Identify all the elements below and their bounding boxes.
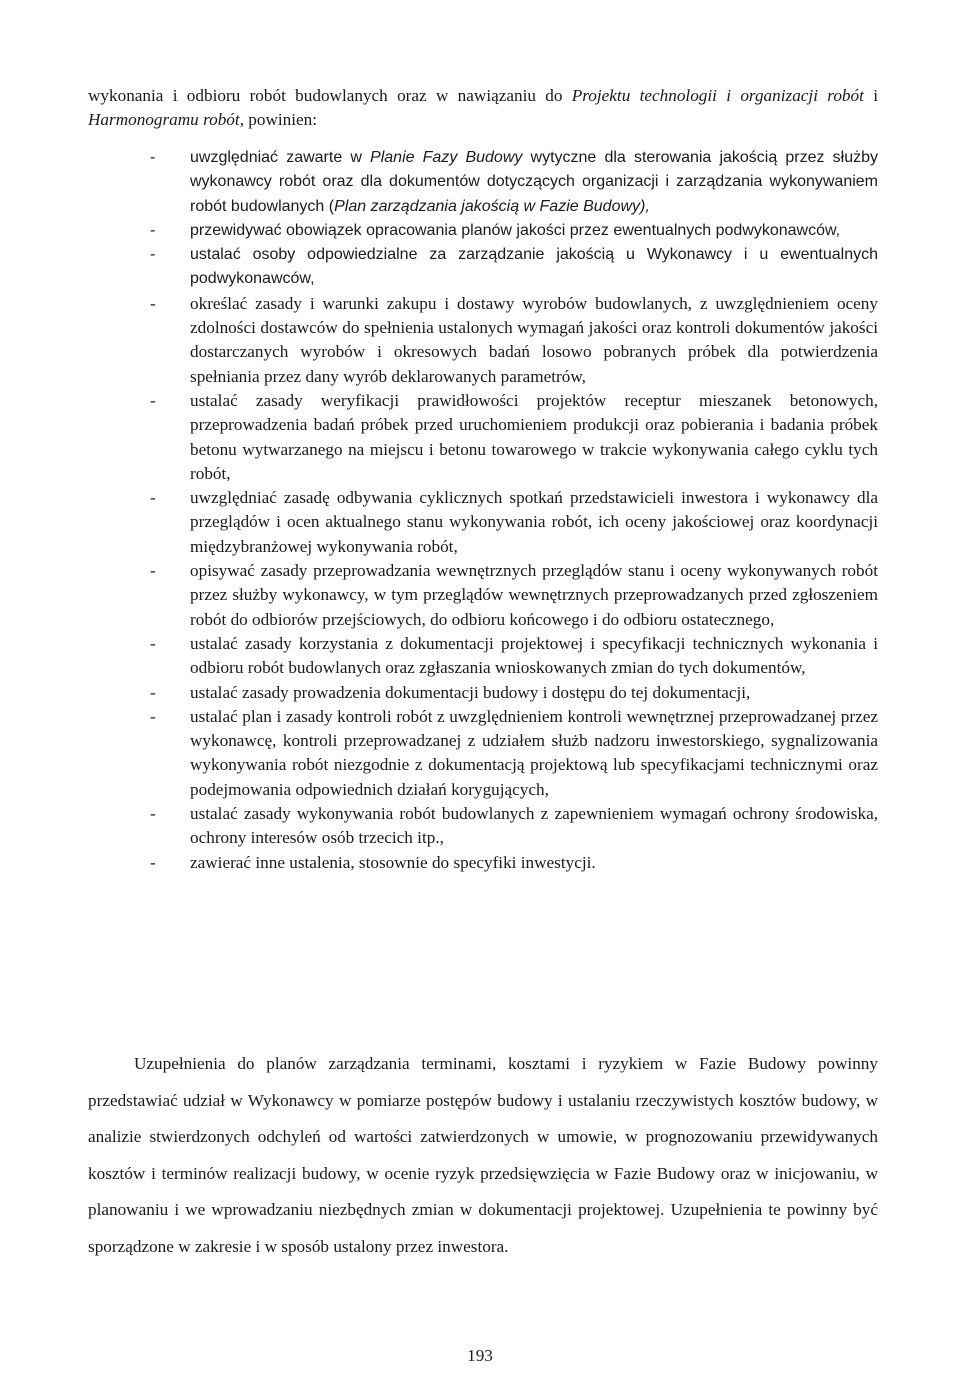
list-item-text: ustalać zasady weryfikacji prawidłowości projektów receptur mieszanek betonowych, przeprowadzenia badań próbek przed uruchomieniem produkcji oraz pobierania i badania próbek betonu wytwarzanego na miejscu i betonu towarowego w trakcie wykonywania całego cyklu tych robót, <box>190 390 878 483</box>
list-dash: - <box>150 149 156 166</box>
list-dash: - <box>150 706 156 726</box>
intro-paragraph <box>88 84 878 133</box>
list-dash: - <box>150 293 156 313</box>
list-item-text: uwzględniać zawarte w <box>190 149 371 166</box>
requirements-list <box>90 146 878 875</box>
list-dash: - <box>150 246 156 264</box>
list-item-italic: Planie Fazy Budowy <box>370 149 523 166</box>
list-item-text: ustalać zasady prowadzenia dokumentacji budowy i dostępu do tej dokumentacji, <box>190 682 751 702</box>
list-item <box>90 851 878 875</box>
page-number: 193 <box>467 1346 493 1365</box>
list-item <box>90 219 878 243</box>
list-item-text: ustalać plan i zasady kontroli robót z uwzględnieniem kontroli wewnętrznej przeprowadzanej przez wykonawcę, kontroli przeprowadzanej z udziałem służb nadzoru inwestorskiego, sygnalizowania wykonywania robót niezgodnie z dokumentacją projektową lub specyfikacjami technicznymi oraz podejmowania odpowiednich działań korygujących, <box>190 706 878 799</box>
list-dash: - <box>150 488 156 508</box>
list-item-italic: Plan zarządzania jakością w Fazie Budowy), <box>334 197 650 215</box>
list-item-text: zawierać inne ustalenia, stosownie do specyfiki inwestycji. <box>190 852 596 872</box>
list-dash: - <box>150 221 156 239</box>
list-item-text: ustalać zasady korzystania z dokumentacji projektowej i specyfikacji technicznych wykonania i odbioru robót budowlanych oraz zgłaszania wnioskowanych zmian do tych dokumentów, <box>190 633 878 678</box>
list-item <box>90 486 878 559</box>
list-item <box>90 705 878 802</box>
list-item <box>90 389 878 486</box>
list-item-text: opisywać zasady przeprowadzania wewnętrznych przeglądów stanu i oceny wykonywanych robót przez służby wykonawcy, w tym przeglądów wewnętrznych przeprowadzanych przed zgłoszeniem robót do odbiorów przejściowych, do odbioru końcowego i do odbioru ostatecznego, <box>190 561 878 629</box>
intro-text <box>88 84 878 133</box>
list-item <box>90 292 878 389</box>
list-item <box>90 632 878 681</box>
list-item-text: określać zasady i warunki zakupu i dostawy wyrobów budowlanych, z uwzględnieniem oceny zdolności dostawców do spełnienia ustalonych wymagań jakości oraz kontroli dokumentów jakości dostarczanych wyrobów i okresowych badań losowo pobranych próbek dla potwierdzenia spełniania przez dany wyrób deklarowanych parametrów, <box>190 293 878 386</box>
list-dash: - <box>150 682 156 702</box>
list-item-text: przewidywać obowiązek opracowania planów jakości przez ewentualnych podwykonawców, <box>190 221 841 239</box>
intro-text-part: , powinien: <box>239 110 318 130</box>
intro-italic-schedule: Harmonogramu robót <box>88 110 240 130</box>
list-item <box>90 559 878 632</box>
list-item-text: ustalać zasady wykonywania robót budowlanych z zapewnieniem wymagań ochrony środowiska, ochrony interesów osób trzecich itp., <box>190 804 878 848</box>
list-dash: - <box>150 561 156 581</box>
list-item-text: wytyczne dla sterowania jakością przez służby wykonawcy robót oraz dla dokumentów dotyczących organizacji i zarządzania wykonywaniem robót budowlanych ( <box>190 149 879 215</box>
list-dash: - <box>150 852 156 872</box>
list-dash: - <box>150 390 156 410</box>
list-item-text: ustalać osoby odpowiedzialne za zarządzanie jakością u Wykonawcy i u ewentualnych podwykonawców, <box>190 246 878 288</box>
list-item-text: uwzględniać zasadę odbywania cyklicznych spotkań przedstawicieli inwestora i wykonawcy dla przeglądów i ocen aktualnego stanu wykonywania robót, ich oceny jakościowej oraz koordynacji międzybranżowej wykonywania robót, <box>190 488 878 556</box>
list-dash: - <box>150 633 156 653</box>
list-item <box>90 243 878 292</box>
intro-italic-project: Projektu technologii i organizacji robót <box>571 86 864 105</box>
cost-risk-paragraph: Uzupełnienia do planów zarządzania terminami, kosztami i ryzykiem w Fazie Budowy powinny przedstawiać udział w Wykonawcy w pomiarze postępów budowy i ustalaniu rzeczywistych kosztów budowy, w analizie stwierdzonych odchyleń od wartości zatwierdzonych w umowie, w prognozowaniu przewidywanych kosztów i terminów realizacji budowy, w ocenie ryzyk przedsięwzięcia w Fazie Budowy oraz w inicjowaniu, w planowaniu i we wprowadzaniu niezbędnych zmian w dokumentacji projektowej. Uzupełnienia te powinny być sporządzone w zakresie i w sposób ustalony przez inwestora. <box>88 1054 878 1256</box>
intro-text-part: wykonania i odbioru robót budowlanych oraz w nawiązaniu do <box>88 86 572 105</box>
list-dash: - <box>150 804 156 824</box>
list-item <box>90 146 878 219</box>
intro-text-part: i <box>863 86 878 105</box>
list-item <box>90 802 878 851</box>
list-item <box>90 681 878 705</box>
